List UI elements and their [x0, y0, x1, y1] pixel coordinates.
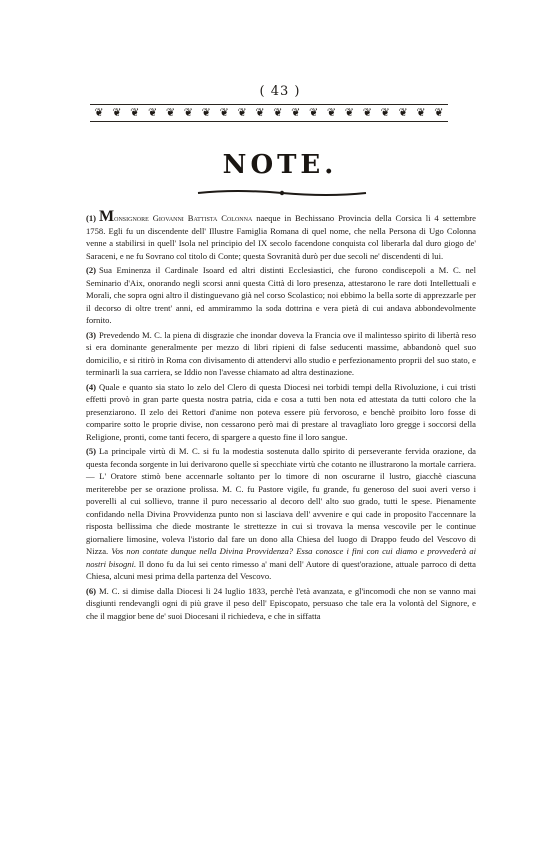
note-item — [86, 445, 476, 583]
note-text-continued: Il dono fu da lui sei cento rimesso a' mani dell' Autore di quest'orazione, attuale parroco di detta Chiesa, alcuni mesi prima della partenza del Vescovo. — [86, 558, 476, 581]
ornament-glyph-icon: ❦ — [416, 106, 426, 119]
ornament-glyph-icon: ❦ — [148, 106, 158, 119]
ornament-glyph-icon: ❦ — [326, 106, 337, 119]
ornament-glyph-icon: ❦ — [434, 106, 444, 119]
ornament-glyph-icon: ❦ — [309, 106, 319, 119]
note-number: (2) — [86, 265, 97, 275]
decorative-rule-icon — [196, 188, 368, 198]
ornament-glyph-icon: ❦ — [165, 106, 176, 119]
note-person-name: onsignore Giovanni Battista Colonna — [114, 213, 253, 223]
ornament-glyph-icon: ❦ — [183, 106, 193, 119]
note-number: (5) — [86, 446, 97, 456]
note-text: Prevedendo M. C. la piena di disgrazie che inondar doveva la Francia ove il malintesso spirito di libertà reso si era dominante generalmente per mezzo di libri ripieni di false seducenti massime, abbandonò quel suo domicilio, e si ritirò in Roma con divisamento di attendervi allo studio e perfezionamento proprii del suo stato, e terminarli la sua carriera, se Iddio non l'avesse chiamato ad altra destinazione. — [86, 329, 476, 377]
drop-cap: M — [99, 208, 115, 225]
ornament-glyph-icon: ❦ — [237, 106, 247, 119]
ornament-glyph-icon: ❦ — [94, 106, 104, 119]
note-number: (3) — [86, 329, 97, 340]
note-text: Quale e quanto sia stato lo zelo del Clero di questa Diocesi nei torbidi tempi della Rivoluzione, i cui tristi effetti provò in gran parte questa nostra patria, cida e cosa a tutti ben nota ed attestata da tutti coloro che la presenziarono. Il zelo dei Rettori d'anime non poteva essere più fervoroso, e benchè proibito loro fosse di comparire sotto le proprie divise, non cessarono però mai di prestare al travagliato loro gregge i soccorsi della Religione, pronti, come tanti fecero, di spargere a questo fine il loro sangue. — [86, 381, 476, 442]
ornament-glyph-icon: ❦ — [201, 106, 211, 119]
note-number: (6) — [86, 585, 97, 596]
ornament-glyph-icon: ❦ — [130, 106, 140, 119]
note-item — [86, 585, 476, 623]
note-text: M. C. si dimise dalla Diocesi li 24 luglio 1833, perchè l'età avanzata, e gl'incomodi che non se vanno mai disgiunti rendevangli ogni di più grave il peso dell' Episcopato, persuaso che tale era la volontà del Signore, e che il maggior bene de' suoi Diocesani il richiedeva, e che in siffatta — [86, 585, 476, 621]
ornament-glyph-icon: ❦ — [112, 106, 122, 119]
note-item — [86, 329, 476, 379]
note-text: Sua Eminenza il Cardinale Isoard ed altri distinti Ecclesiastici, che furono condiscepoli a M. C. nel Seminario d'Aix, onorando negli scorsi anni questa Città di loro presenza, attestarono le rare doti Intellettuali e Morali, che sopra ogni altro il distinguevano già nel corso Scolastico; noi ebbimo la bella sorte di apprezzarle per il decorso di oltre trent' anni, ed ammirammo la soda dottrina e vera pietà di cui andava abbondevolmente fornito. — [86, 265, 476, 325]
ornament-glyph-icon: ❦ — [398, 106, 408, 119]
ornamental-border — [90, 104, 448, 122]
ornament-glyph-icon: ❦ — [255, 106, 265, 119]
ornament-glyph-icon: ❦ — [380, 106, 390, 119]
note-number: (4) — [86, 381, 97, 392]
note-number: (1) — [86, 213, 97, 223]
notes-section — [86, 208, 476, 624]
note-text: naeque in Bechissano Provincia della Corsica li 4 settembre 1758. Egli fu un discendente dell' Illustre Famiglia Romana di quel nome, che nella Persona di Ugo Colonna venne a stabilirsi in quell' Isola nel principio del IX secolo facendone conquista col liberarla dal duro giogo de' Saraceni, e ne fu Sovrano col titolo di Conte; questa Sovranità durò per due secoli ne' discendenti di lui. — [86, 213, 476, 261]
ornament-glyph-icon: ❦ — [362, 106, 372, 119]
page-title: NOTE. — [222, 150, 338, 180]
note-item — [86, 264, 476, 327]
ornament-glyph-icon: ❦ — [273, 106, 283, 119]
ornament-glyph-icon: ❦ — [291, 106, 301, 119]
ornament-glyph-icon: ❦ — [344, 106, 355, 119]
note-item — [86, 208, 476, 262]
note-italic-quote: Vos non contate dunque nella Divina Provvidenza? Essa conosce i fini con cui diamo e provvederà ai nostri bisogni. — [86, 546, 476, 569]
ornament-glyph-icon: ❦ — [219, 106, 229, 119]
note-text: La principale virtù di M. C. si fu la modestia sostenuta dallo spirito di perseverante fervida orazione, da questa feconda sorgente in lui derivarono quelle sì specchiate virtù che cotanto ne illustrarono la mortale carriera. — L' Oratore stimò bene accennarle soltanto per lo timore di non oscurarne il lustro, giacchè ciascuna meriterebbe per se orazione prolissa. M. C. fu Pastore vigile, fu grande, fu generoso del suoi averi verso i poverelli al cui sollievo, tranne il puro necessario al decoro dell' alto suo grado, tutti le spese. Pienamente confidando nella Divina Provvidenza punto non si lasciava dell' avvenire e qui cade in proposito l'accennare la risposta bellissima che diede mostrante le strettezze in cui si trovava la mensa vescovile per le continue giornaliere limosine, voleva l'istorio dal fare un dono alla Chiesa del luogo di Drappo feudo del Vescovo di Nizza. — [86, 446, 476, 556]
page-number: ( 43 ) — [259, 84, 301, 99]
note-item — [86, 381, 476, 444]
